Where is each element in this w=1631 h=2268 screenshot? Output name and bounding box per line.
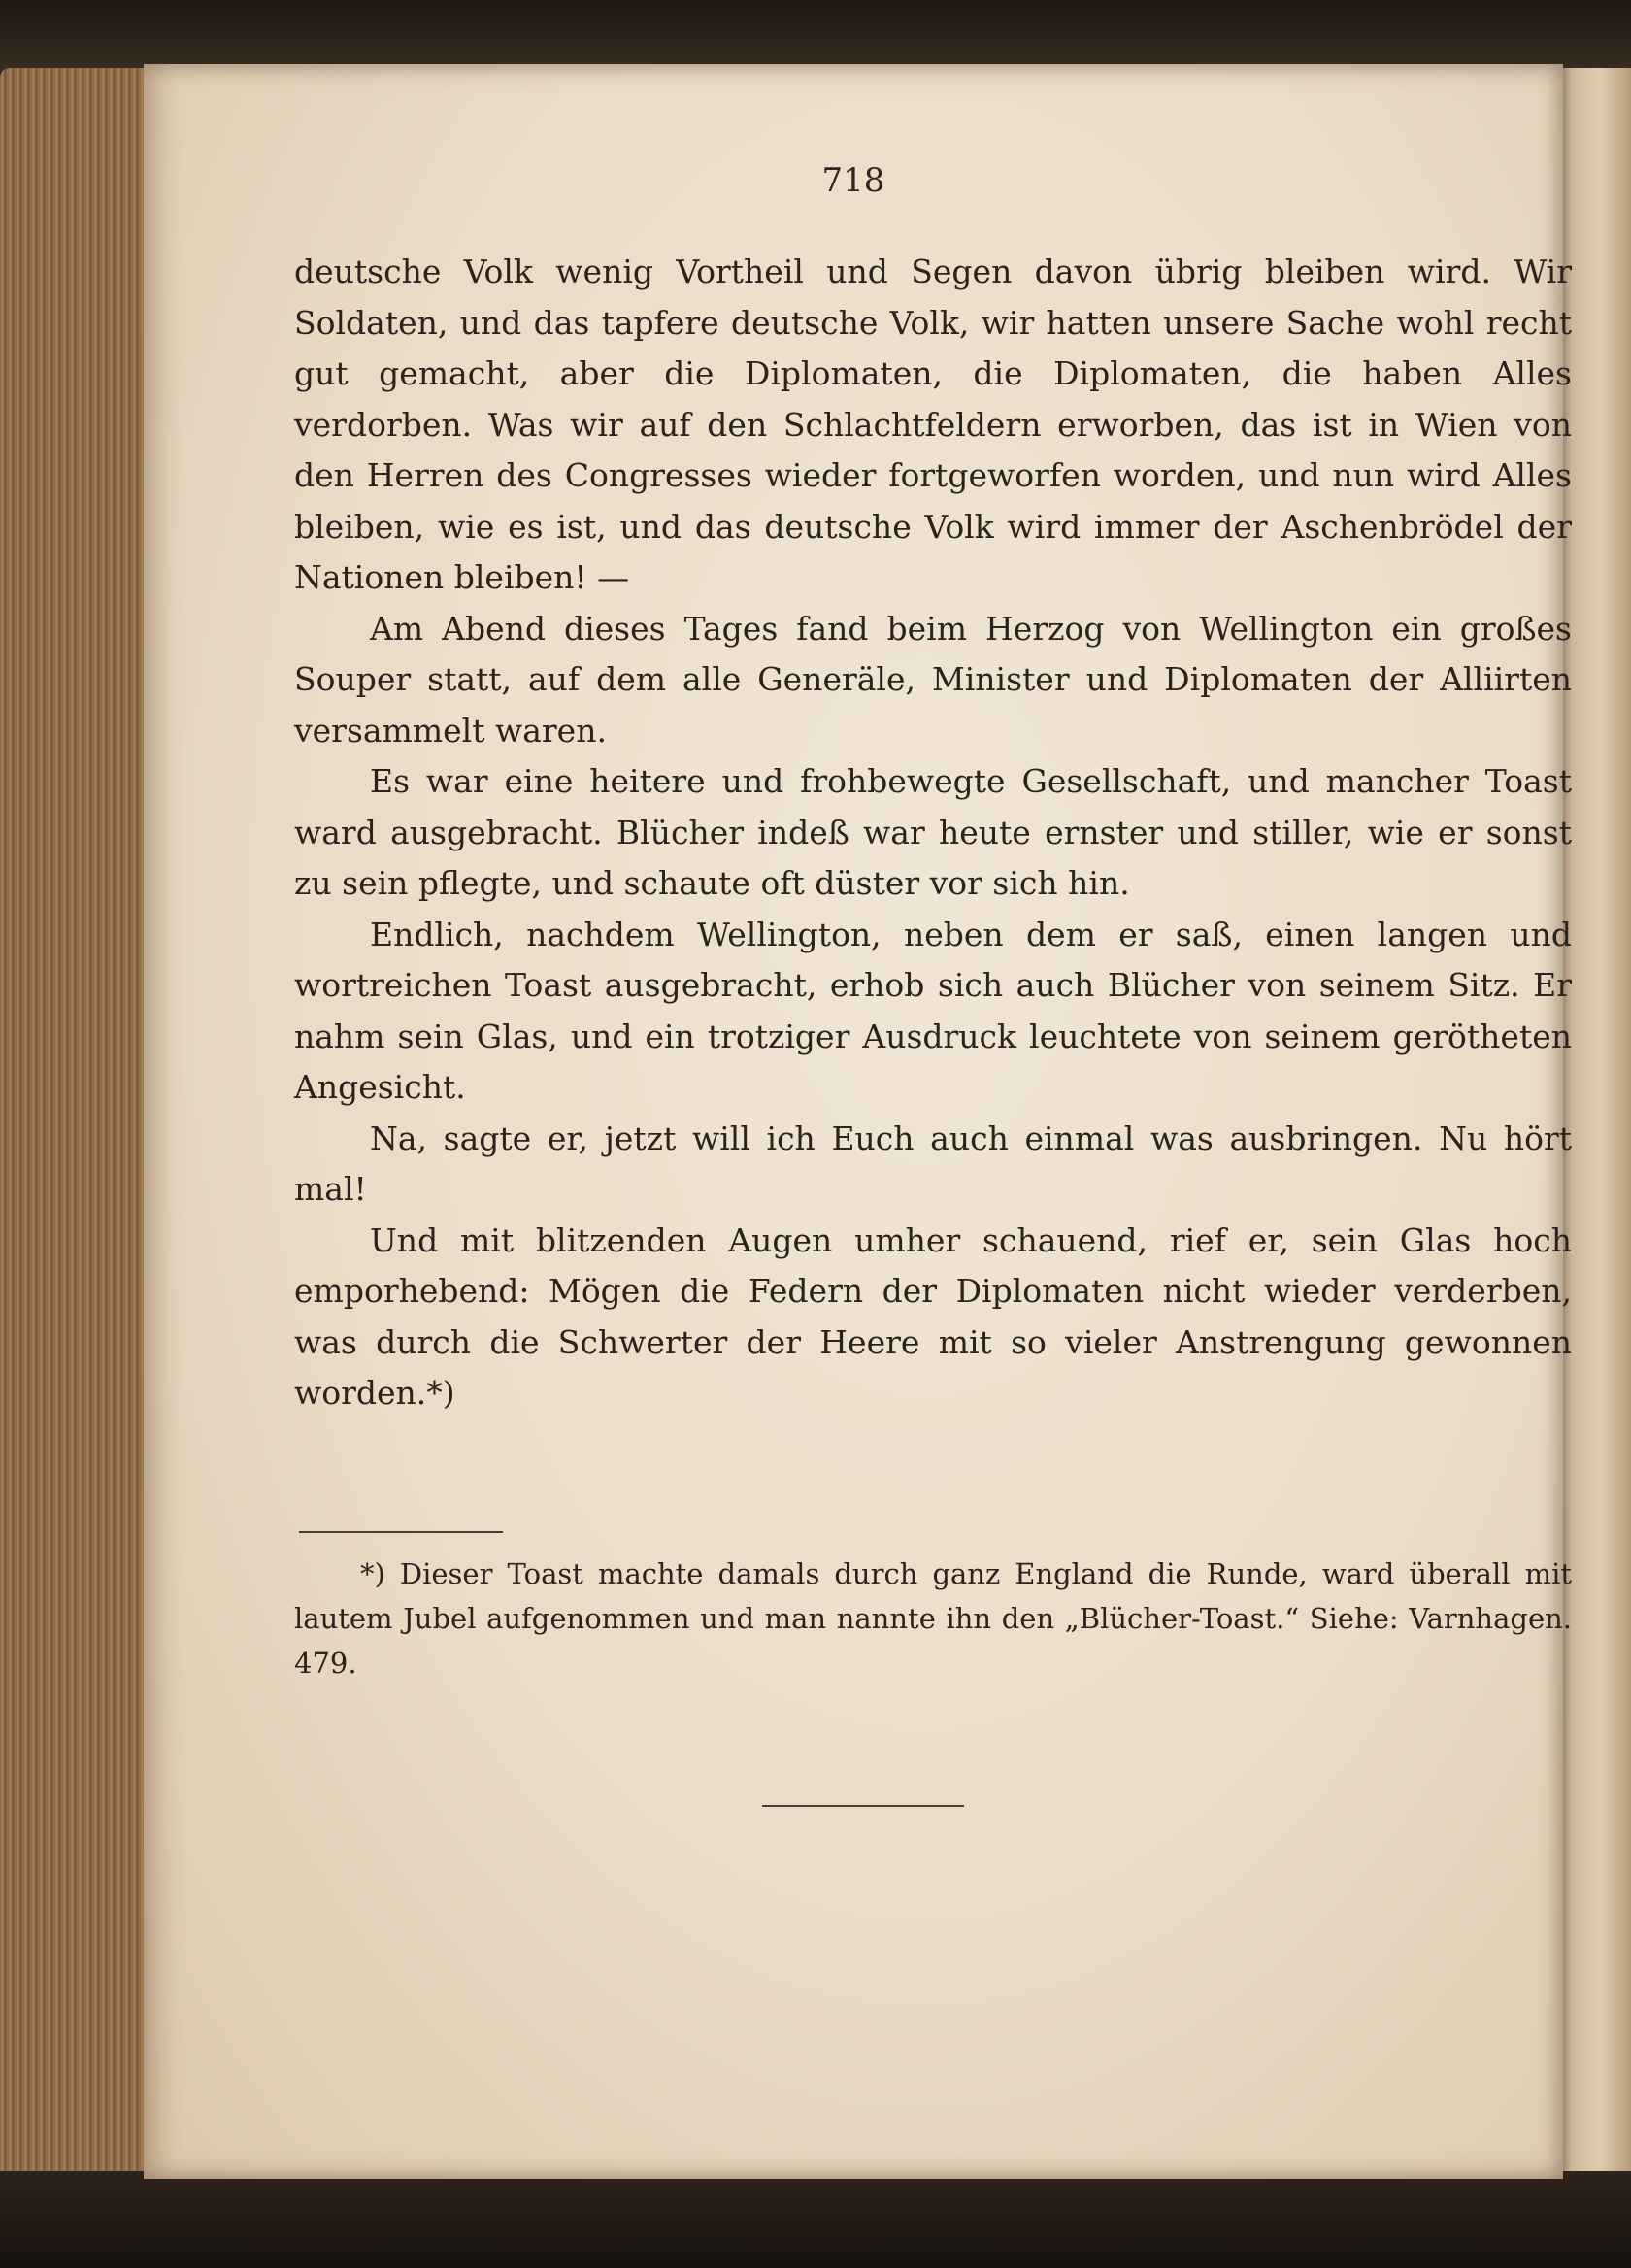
footnote-separator [299,1531,503,1533]
body-text [294,247,1572,1419]
footnote-text: *) Dieser Toast machte damals durch ganz England die Runde, ward überall mit lautem Jubel aufgenommen und man nannte ihn den „Blücher-Toast.“ Siehe: Varnhagen. 479. [294,1557,1572,1680]
page-number: 718 [821,161,885,200]
book-page [144,64,1572,2179]
paragraph: Am Abend dieses Tages fand beim Herzog von Wellington ein großes Souper statt, auf dem alle Generäle, Minister und Diplomaten der Alliirten versammelt waren. [294,609,1572,750]
footnote [294,1551,1572,1685]
paragraph: Es war eine heitere und frohbewegte Gesellschaft, und mancher Toast ward ausgebracht. Blücher indeß war heute ernster und stiller, wie er sonst zu sein pflegte, und schaute oft düster vor sich hin. [294,762,1572,902]
paragraph: Endlich, nachdem Wellington, neben dem er saß, einen langen und wortreichen Toast ausgebracht, erhob sich auch Blücher von seinem Sitz. Er nahm sein Glas, und ein trotziger Ausdruck leuchtete von seinem gerötheten Angesicht. [294,915,1572,1106]
paragraph: deutsche Volk wenig Vortheil und Segen davon übrig bleiben wird. Wir Soldaten, und das tapfere deutsche Volk, wir hatten unsere Sache wohl recht gut gemacht, aber die Diplomaten, die Diplomaten, die haben Alles verdorben. Was wir auf den Schlachtfeldern erworben, das ist in Wien von den Herren des Congresses wieder fortgeworfen worden, und nun wird Alles bleiben, wie es ist, und das deutsche Volk wird immer der Aschenbrödel der Nationen bleiben! — [294,252,1572,596]
paragraph: Na, sagte er, jetzt will ich Euch auch einmal was ausbringen. Nu hört mal! [294,1118,1572,1208]
book-binding-top [0,0,1631,73]
paragraph: Und mit blitzenden Augen umher schauend, rief er, sein Glas hoch emporhebend: Mögen die Federn der Diplomaten nicht wieder verderben, was durch die Schwerter der Heere mit so vieler Anstrengung gewonnen worden.*) [294,1220,1572,1412]
end-rule [762,1805,964,1807]
page-edges [0,68,146,2185]
book-binding-bottom [0,2171,1631,2268]
